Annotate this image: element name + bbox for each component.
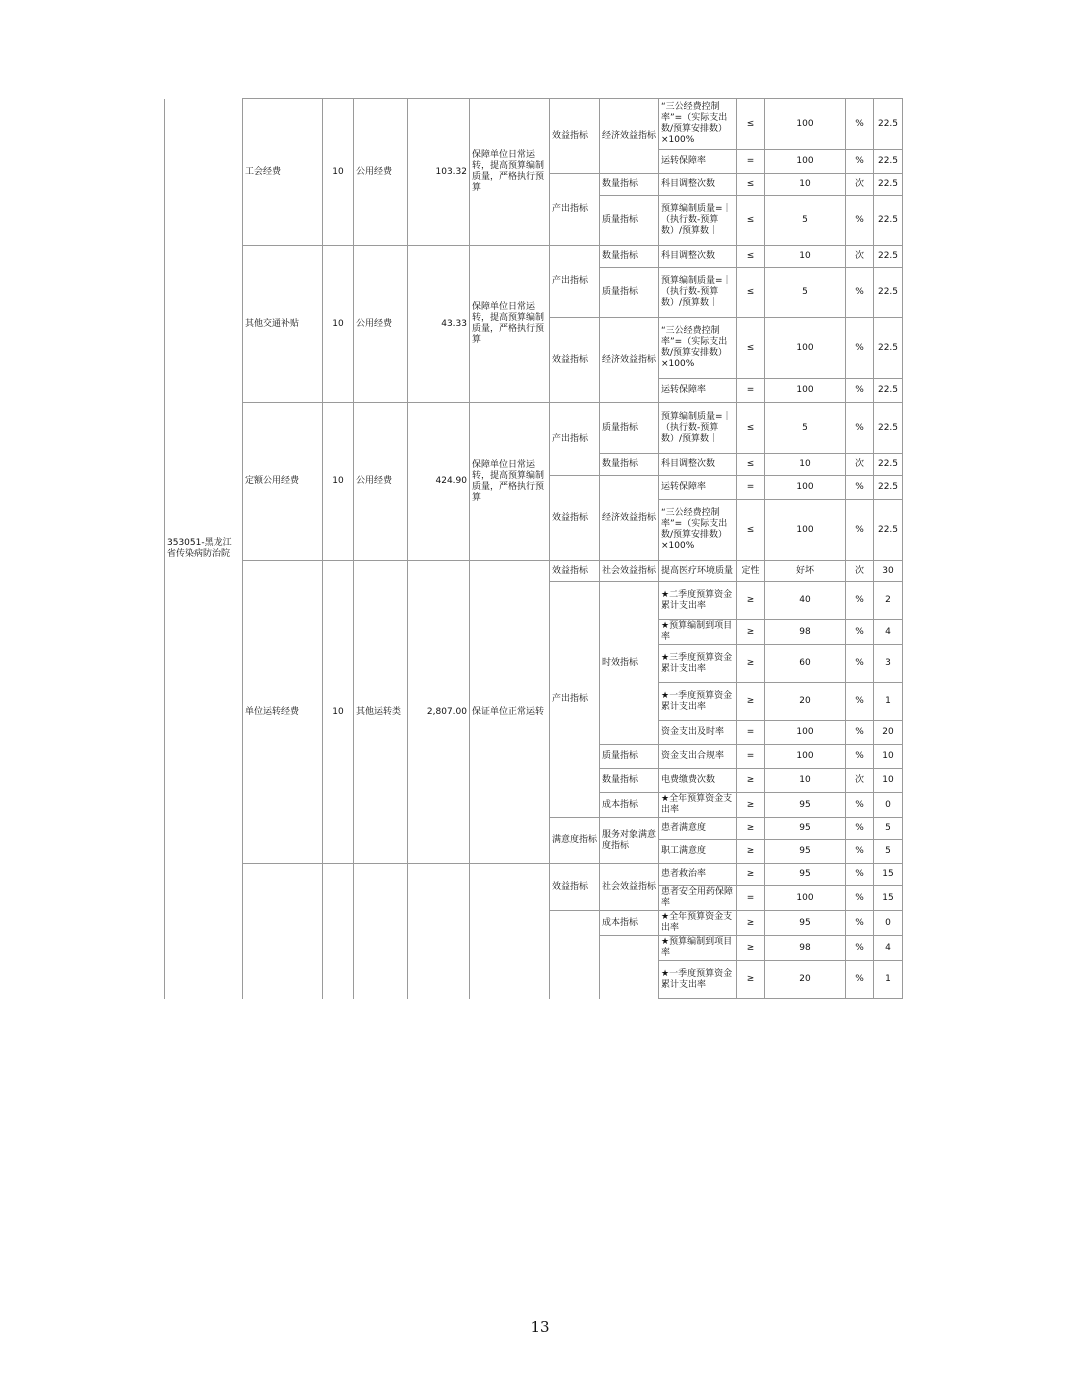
category-cell: 其他运转类: [354, 561, 408, 864]
unit-cell: %: [846, 500, 874, 561]
indicator-cell: ★预算编制到项目率: [659, 936, 737, 961]
indicator-cell: 患者安全用药保障率: [659, 886, 737, 911]
weight-cell: 22.5: [874, 268, 903, 318]
unit-cell: %: [846, 150, 874, 174]
indicator-cell: ★一季度预算资金累计支出率: [659, 961, 737, 999]
table-row: [165, 864, 903, 886]
weight-cell: 0: [874, 911, 903, 936]
indicator-cell: 科目调整次数: [659, 454, 737, 476]
operator-cell: ≤: [737, 454, 765, 476]
target-value-cell: 60: [765, 645, 846, 683]
operator-cell: ≤: [737, 268, 765, 318]
indicator-cell: ★全年预算资金支出率: [659, 911, 737, 936]
operator-cell: =: [737, 721, 765, 745]
unit-cell: %: [846, 793, 874, 818]
amount-cell: 43.33: [408, 246, 470, 403]
unit-cell: 次: [846, 561, 874, 582]
weight-cell: 1: [874, 961, 903, 999]
indicator-cell: 资金支出及时率: [659, 721, 737, 745]
operator-cell: =: [737, 745, 765, 769]
operator-cell: ≤: [737, 500, 765, 561]
operator-cell: ≤: [737, 246, 765, 268]
level2-indicator-cell: 经济效益指标: [600, 318, 659, 403]
unit-cell: %: [846, 403, 874, 454]
target-value-cell: 100: [765, 476, 846, 500]
project-name-cell: 其他交通补贴: [243, 246, 323, 403]
level2-indicator-cell: 社会效益指标: [600, 561, 659, 582]
operator-cell: ≥: [737, 911, 765, 936]
target-value-cell: 10: [765, 454, 846, 476]
operator-cell: ≥: [737, 864, 765, 886]
level2-indicator-cell: 成本指标: [600, 911, 659, 936]
weight-cell: 3: [874, 645, 903, 683]
target-value-cell: 5: [765, 196, 846, 246]
period-cell: 10: [323, 561, 354, 864]
level1-indicator-cell: 效益指标: [550, 318, 600, 403]
unit-cell: %: [846, 745, 874, 769]
target-value-cell: 100: [765, 150, 846, 174]
operator-cell: ≤: [737, 403, 765, 454]
weight-cell: 15: [874, 864, 903, 886]
weight-cell: 2: [874, 582, 903, 620]
unit-cell: %: [846, 818, 874, 840]
operator-cell: ≥: [737, 645, 765, 683]
weight-cell: 0: [874, 793, 903, 818]
target-value-cell: 95: [765, 818, 846, 840]
level1-indicator-cell: 效益指标: [550, 561, 600, 582]
indicator-cell: 科目调整次数: [659, 174, 737, 196]
period-cell: 10: [323, 246, 354, 403]
indicator-cell: ★三季度预算资金累计支出率: [659, 645, 737, 683]
target-value-cell: 100: [765, 886, 846, 911]
target-value-cell: 95: [765, 793, 846, 818]
level2-indicator-cell: 质量指标: [600, 196, 659, 246]
operator-cell: =: [737, 379, 765, 403]
level2-indicator-cell: 数量指标: [600, 454, 659, 476]
table-row: [165, 99, 903, 150]
indicator-cell: 运转保障率: [659, 379, 737, 403]
indicator-cell: 电费缴费次数: [659, 769, 737, 793]
level2-indicator-cell: 社会效益指标: [600, 864, 659, 911]
unit-cell: %: [846, 379, 874, 403]
category-cell: 公用经费: [354, 403, 408, 561]
project-name-cell: [243, 864, 323, 999]
level2-indicator-cell: 时效指标: [600, 582, 659, 745]
table-row: [165, 246, 903, 268]
level2-indicator-cell: 经济效益指标: [600, 99, 659, 174]
indicator-cell: 预算编制质量=｜（执行数-预算数）/预算数｜: [659, 196, 737, 246]
target-value-cell: 98: [765, 620, 846, 645]
operator-cell: =: [737, 886, 765, 911]
indicator-cell: 患者满意度: [659, 818, 737, 840]
operator-cell: ≥: [737, 840, 765, 864]
indicator-cell: ★预算编制到项目率: [659, 620, 737, 645]
department-cell: 353051-黑龙江省传染病防治院: [165, 99, 243, 999]
indicator-cell: ★全年预算资金支出率: [659, 793, 737, 818]
operator-cell: ≥: [737, 620, 765, 645]
unit-cell: 次: [846, 769, 874, 793]
unit-cell: %: [846, 886, 874, 911]
indicator-cell: 职工满意度: [659, 840, 737, 864]
level1-indicator-cell: 产出指标: [550, 403, 600, 476]
weight-cell: 30: [874, 561, 903, 582]
target-value-cell: 20: [765, 683, 846, 721]
amount-cell: 424.90: [408, 403, 470, 561]
indicator-cell: 运转保障率: [659, 150, 737, 174]
weight-cell: 1: [874, 683, 903, 721]
target-value-cell: 95: [765, 911, 846, 936]
weight-cell: 10: [874, 769, 903, 793]
period-cell: 10: [323, 403, 354, 561]
target-value-cell: 10: [765, 769, 846, 793]
goal-cell: 保证单位正常运转: [470, 561, 550, 864]
weight-cell: 4: [874, 936, 903, 961]
target-value-cell: 20: [765, 961, 846, 999]
level1-indicator-cell: 产出指标: [550, 246, 600, 318]
unit-cell: 次: [846, 454, 874, 476]
level1-indicator-cell: 产出指标: [550, 174, 600, 246]
performance-target-table: [164, 98, 903, 999]
indicator-cell: 科目调整次数: [659, 246, 737, 268]
weight-cell: 22.5: [874, 500, 903, 561]
table-body: [165, 99, 903, 999]
unit-cell: %: [846, 721, 874, 745]
target-value-cell: 100: [765, 379, 846, 403]
indicator-cell: 运转保障率: [659, 476, 737, 500]
indicator-cell: 患者救治率: [659, 864, 737, 886]
level2-indicator-cell: 成本指标: [600, 793, 659, 818]
category-cell: 公用经费: [354, 99, 408, 246]
level1-indicator-cell: 产出指标: [550, 582, 600, 818]
operator-cell: =: [737, 150, 765, 174]
operator-cell: ≥: [737, 818, 765, 840]
goal-cell: 保障单位日常运转，提高预算编制质量，严格执行预算: [470, 403, 550, 561]
unit-cell: %: [846, 582, 874, 620]
unit-cell: %: [846, 476, 874, 500]
level2-indicator-cell: 质量指标: [600, 403, 659, 454]
operator-cell: ≥: [737, 793, 765, 818]
indicator-cell: “三公经费控制率”=（实际支出数/预算安排数）×100%: [659, 99, 737, 150]
weight-cell: 22.5: [874, 246, 903, 268]
period-cell: [323, 864, 354, 999]
indicator-cell: 提高医疗环境质量: [659, 561, 737, 582]
level2-indicator-cell: [600, 936, 659, 999]
amount-cell: 2,807.00: [408, 561, 470, 864]
target-value-cell: 100: [765, 745, 846, 769]
target-value-cell: 95: [765, 864, 846, 886]
unit-cell: %: [846, 936, 874, 961]
amount-cell: 103.32: [408, 99, 470, 246]
weight-cell: 20: [874, 721, 903, 745]
unit-cell: %: [846, 645, 874, 683]
weight-cell: 10: [874, 745, 903, 769]
target-value-cell: 100: [765, 99, 846, 150]
project-name-cell: 单位运转经费: [243, 561, 323, 864]
indicator-cell: 资金支出合规率: [659, 745, 737, 769]
goal-cell: [470, 864, 550, 999]
operator-cell: =: [737, 476, 765, 500]
level2-indicator-cell: 数量指标: [600, 174, 659, 196]
indicator-cell: ★二季度预算资金累计支出率: [659, 582, 737, 620]
weight-cell: 15: [874, 886, 903, 911]
operator-cell: 定性: [737, 561, 765, 582]
unit-cell: %: [846, 961, 874, 999]
target-value-cell: 5: [765, 403, 846, 454]
unit-cell: %: [846, 864, 874, 886]
level2-indicator-cell: 数量指标: [600, 246, 659, 268]
category-cell: 公用经费: [354, 246, 408, 403]
target-value-cell: 98: [765, 936, 846, 961]
unit-cell: 次: [846, 174, 874, 196]
target-value-cell: 95: [765, 840, 846, 864]
weight-cell: 22.5: [874, 476, 903, 500]
operator-cell: ≥: [737, 769, 765, 793]
goal-cell: 保障单位日常运转，提高预算编制质量，严格执行预算: [470, 99, 550, 246]
weight-cell: 22.5: [874, 454, 903, 476]
weight-cell: 22.5: [874, 196, 903, 246]
operator-cell: ≤: [737, 318, 765, 379]
target-value-cell: 好坏: [765, 561, 846, 582]
unit-cell: %: [846, 620, 874, 645]
goal-cell: 保障单位日常运转，提高预算编制质量，严格执行预算: [470, 246, 550, 403]
operator-cell: ≥: [737, 582, 765, 620]
operator-cell: ≥: [737, 683, 765, 721]
level2-indicator-cell: 质量指标: [600, 268, 659, 318]
category-cell: [354, 864, 408, 999]
level2-indicator-cell: 质量指标: [600, 745, 659, 769]
project-name-cell: 定额公用经费: [243, 403, 323, 561]
unit-cell: %: [846, 683, 874, 721]
unit-cell: %: [846, 318, 874, 379]
target-value-cell: 10: [765, 174, 846, 196]
weight-cell: 22.5: [874, 318, 903, 379]
level1-indicator-cell: 效益指标: [550, 99, 600, 174]
level2-indicator-cell: 数量指标: [600, 769, 659, 793]
project-name-cell: 工会经费: [243, 99, 323, 246]
amount-cell: [408, 864, 470, 999]
indicator-cell: 预算编制质量=｜（执行数-预算数）/预算数｜: [659, 403, 737, 454]
operator-cell: ≥: [737, 961, 765, 999]
page-number: 13: [530, 1318, 550, 1336]
period-cell: 10: [323, 99, 354, 246]
unit-cell: %: [846, 268, 874, 318]
weight-cell: 22.5: [874, 403, 903, 454]
table-row: [165, 403, 903, 454]
unit-cell: 次: [846, 246, 874, 268]
weight-cell: 5: [874, 818, 903, 840]
operator-cell: ≤: [737, 99, 765, 150]
target-value-cell: 100: [765, 500, 846, 561]
indicator-cell: 预算编制质量=｜（执行数-预算数）/预算数｜: [659, 268, 737, 318]
weight-cell: 22.5: [874, 150, 903, 174]
indicator-cell: ★一季度预算资金累计支出率: [659, 683, 737, 721]
operator-cell: ≤: [737, 174, 765, 196]
target-value-cell: 40: [765, 582, 846, 620]
weight-cell: 22.5: [874, 379, 903, 403]
weight-cell: 5: [874, 840, 903, 864]
level2-indicator-cell: 经济效益指标: [600, 476, 659, 561]
unit-cell: %: [846, 196, 874, 246]
target-value-cell: 100: [765, 721, 846, 745]
target-value-cell: 10: [765, 246, 846, 268]
weight-cell: 22.5: [874, 174, 903, 196]
operator-cell: ≤: [737, 196, 765, 246]
unit-cell: %: [846, 911, 874, 936]
weight-cell: 22.5: [874, 99, 903, 150]
operator-cell: ≥: [737, 936, 765, 961]
unit-cell: %: [846, 99, 874, 150]
level2-indicator-cell: 服务对象满意度指标: [600, 818, 659, 864]
indicator-cell: “三公经费控制率”=（实际支出数/预算安排数）×100%: [659, 500, 737, 561]
table-row: [165, 561, 903, 582]
level1-indicator-cell: 效益指标: [550, 476, 600, 561]
indicator-cell: “三公经费控制率”=（实际支出数/预算安排数）×100%: [659, 318, 737, 379]
target-value-cell: 5: [765, 268, 846, 318]
weight-cell: 4: [874, 620, 903, 645]
target-value-cell: 100: [765, 318, 846, 379]
unit-cell: %: [846, 840, 874, 864]
level1-indicator-cell: 效益指标: [550, 864, 600, 911]
level1-indicator-cell: [550, 911, 600, 999]
level1-indicator-cell: 满意度指标: [550, 818, 600, 864]
